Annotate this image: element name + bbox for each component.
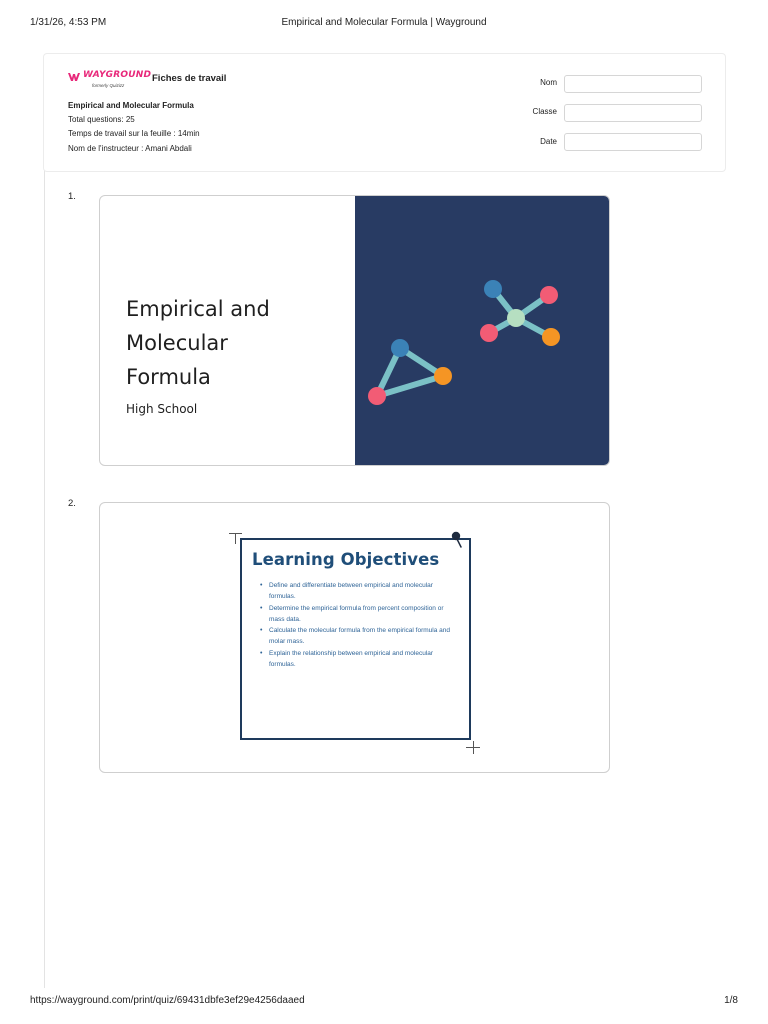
objective-item <box>260 580 460 602</box>
class-field[interactable] <box>564 104 702 122</box>
atom-blue <box>391 339 409 357</box>
slide-navy-panel <box>355 196 610 466</box>
atom-pink <box>480 324 498 342</box>
learning-objectives-card <box>240 538 471 740</box>
total-questions: Total questions: 25 <box>68 115 135 124</box>
atom-mint <box>507 309 525 327</box>
print-page-number: 1/8 <box>724 995 738 1006</box>
objective-item <box>260 625 460 647</box>
atom-orange <box>434 367 452 385</box>
objectives-list <box>260 580 460 670</box>
crosshair-decoration <box>235 533 236 544</box>
page-left-rule <box>44 170 45 988</box>
date-label: Date <box>540 137 557 146</box>
slide-title: Empirical and Molecular Formula <box>126 297 270 389</box>
logo-wordmark: WAYGROUND <box>83 70 152 80</box>
objective-text: Calculate the molecular formula from the empirical formula and molar mass. <box>269 627 450 645</box>
atom-orange <box>542 328 560 346</box>
crosshair-decoration <box>466 747 480 748</box>
objective-text: Define and differentiate between empirical and molecular formulas. <box>269 582 433 600</box>
class-label: Classe <box>532 107 557 116</box>
objectives-heading: Learning Objectives <box>252 550 440 569</box>
question-slide <box>99 195 610 466</box>
print-url: https://wayground.com/print/quiz/69431dbfe3ef29e4256daaed <box>30 995 305 1006</box>
wayground-logo-icon <box>68 72 82 82</box>
atom-blue <box>484 280 502 298</box>
work-time: Temps de travail sur la feuille : 14min <box>68 129 200 138</box>
bullet-icon: • <box>260 582 263 589</box>
print-datetime: 1/31/26, 4:53 PM <box>30 17 107 28</box>
quiz-title: Empirical and Molecular Formula <box>68 101 194 110</box>
wayground-logo <box>68 69 152 91</box>
objective-text: Determine the empirical formula from percent composition or mass data. <box>269 604 444 623</box>
atom-pink <box>540 286 558 304</box>
name-label: Nom <box>540 78 557 87</box>
name-field[interactable] <box>564 75 702 93</box>
objective-item <box>260 603 460 625</box>
objective-item <box>260 648 460 670</box>
worksheet-header-card <box>43 53 726 172</box>
objective-text: Explain the relationship between empirical and molecular formulas. <box>269 649 434 668</box>
bullet-icon: • <box>260 604 263 612</box>
bullet-icon: • <box>260 627 263 634</box>
question-number: 2. <box>68 498 76 509</box>
print-page-title: Empirical and Molecular Formula | Wayground <box>281 17 487 28</box>
atom-pink <box>368 387 386 405</box>
molecule-illustration <box>355 196 610 466</box>
question-number: 1. <box>68 191 76 202</box>
crosshair-decoration <box>229 533 242 534</box>
slide-subtitle: High School <box>126 402 198 416</box>
pushpin-icon <box>450 531 464 549</box>
question-slide <box>99 502 610 773</box>
sheet-kind-label: Fiches de travail <box>152 73 227 84</box>
bullet-icon: • <box>260 649 263 657</box>
instructor-name: Nom de l'instructeur : Amani Abdali <box>68 144 192 153</box>
date-field[interactable] <box>564 133 702 151</box>
logo-subtext: formerly Quizizz <box>92 83 125 88</box>
